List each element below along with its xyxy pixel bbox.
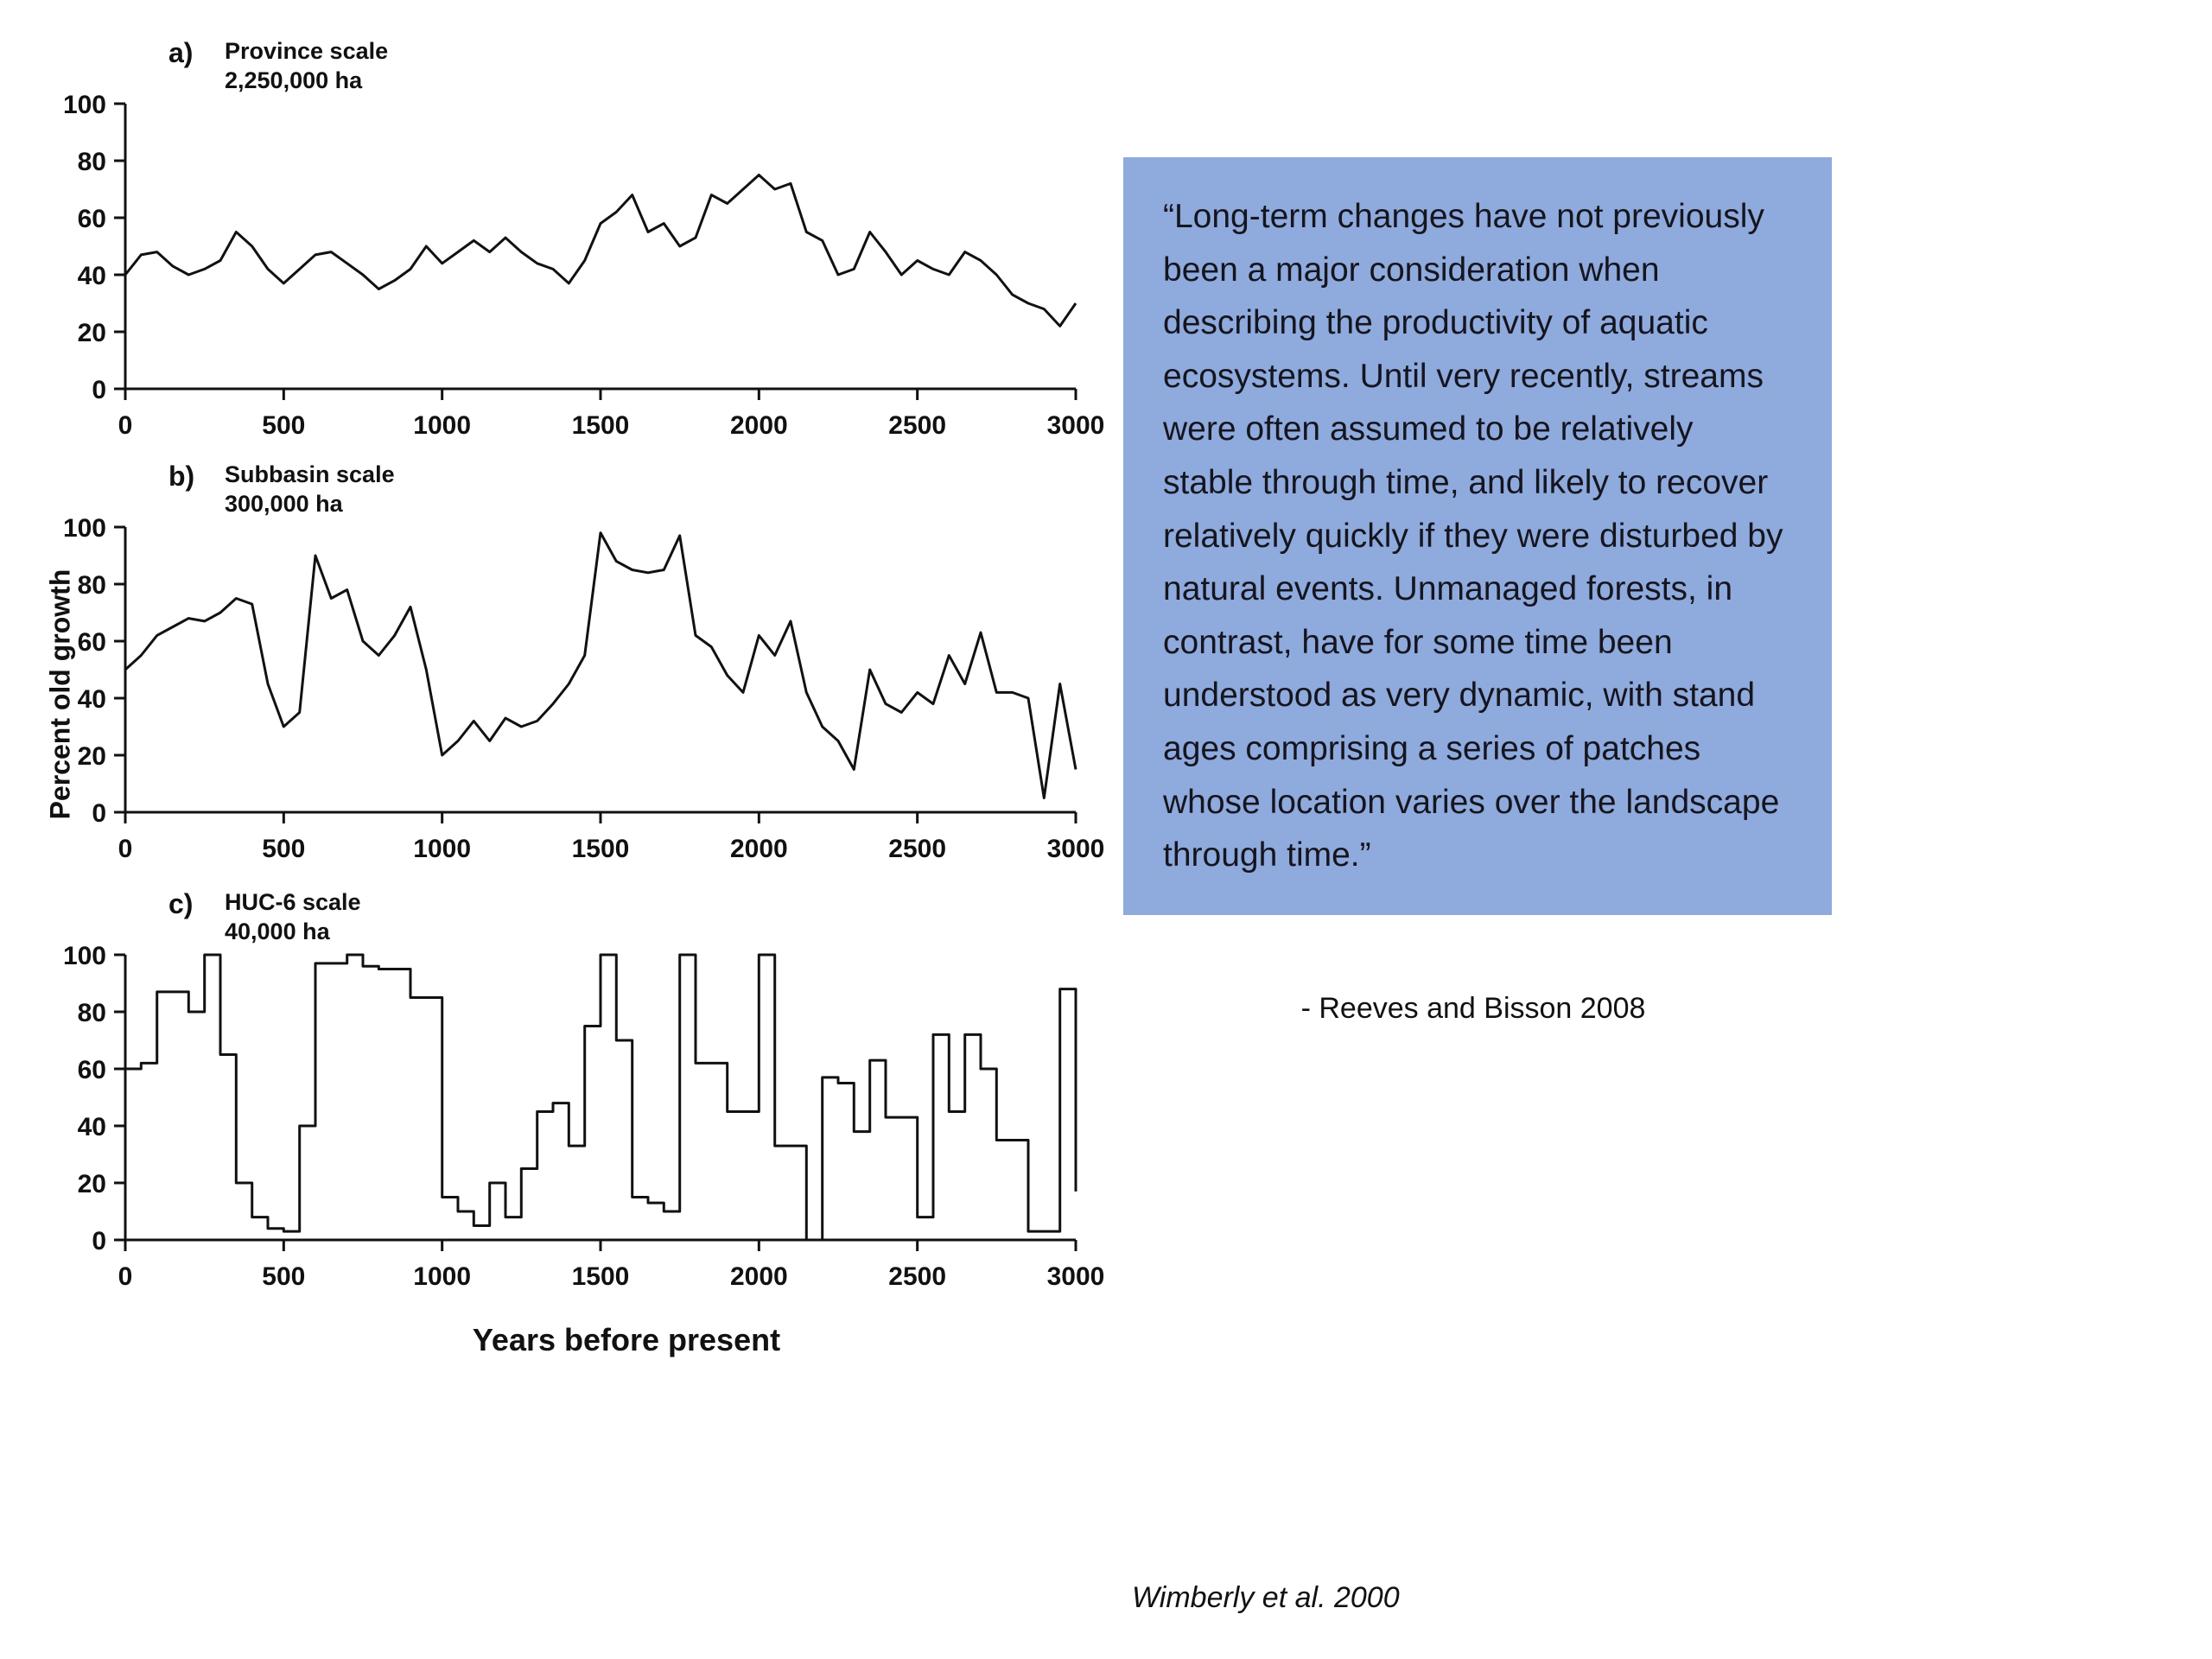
svg-text:2500: 2500 <box>888 411 947 440</box>
figure-citation: Wimberly et al. 2000 <box>1132 1581 1400 1614</box>
svg-text:300,000 ha: 300,000 ha <box>225 491 343 517</box>
svg-text:100: 100 <box>62 942 106 970</box>
x-axis-label: Years before present <box>472 1322 781 1357</box>
svg-text:c): c) <box>168 888 194 919</box>
svg-text:0: 0 <box>92 1227 106 1255</box>
svg-text:100: 100 <box>62 91 106 119</box>
svg-text:0: 0 <box>92 799 106 828</box>
svg-text:60: 60 <box>77 1056 106 1084</box>
svg-text:40: 40 <box>77 1113 106 1141</box>
quote-box <box>1123 157 1832 915</box>
svg-text:80: 80 <box>77 999 106 1027</box>
svg-text:3000: 3000 <box>1046 1262 1105 1291</box>
svg-text:3000: 3000 <box>1046 411 1105 440</box>
figure-panel <box>26 0 1132 1659</box>
svg-text:100: 100 <box>62 514 106 543</box>
svg-text:3000: 3000 <box>1046 835 1105 863</box>
svg-text:1000: 1000 <box>413 835 472 863</box>
svg-text:HUC-6 scale: HUC-6 scale <box>225 889 361 915</box>
y-axis-label: Percent old growth <box>44 569 76 820</box>
svg-text:2,250,000 ha: 2,250,000 ha <box>225 67 363 93</box>
svg-text:40,000 ha: 40,000 ha <box>225 918 330 944</box>
svg-text:40: 40 <box>77 685 106 714</box>
svg-text:2000: 2000 <box>729 411 788 440</box>
svg-text:20: 20 <box>77 742 106 771</box>
chart-a-province-scale <box>26 26 1106 458</box>
svg-text:1000: 1000 <box>413 1262 472 1291</box>
svg-text:a): a) <box>168 37 194 68</box>
svg-text:0: 0 <box>118 1262 133 1291</box>
svg-text:0: 0 <box>118 835 133 863</box>
svg-text:0: 0 <box>92 376 106 404</box>
svg-text:0: 0 <box>118 411 133 440</box>
svg-text:80: 80 <box>77 571 106 600</box>
svg-text:1000: 1000 <box>413 411 472 440</box>
svg-text:20: 20 <box>77 1170 106 1198</box>
quote-attribution: - Reeves and Bisson 2008 <box>1300 992 1646 1025</box>
svg-text:2500: 2500 <box>888 835 947 863</box>
svg-text:b): b) <box>168 461 195 492</box>
svg-text:500: 500 <box>262 1262 306 1291</box>
svg-text:Province scale: Province scale <box>225 38 389 64</box>
svg-text:2500: 2500 <box>888 1262 947 1291</box>
svg-text:1500: 1500 <box>571 411 630 440</box>
chart-b-subbasin-scale <box>26 449 1106 881</box>
svg-text:2000: 2000 <box>729 1262 788 1291</box>
svg-text:60: 60 <box>77 205 106 233</box>
svg-text:40: 40 <box>77 262 106 290</box>
chart-c-huc6-scale <box>26 877 1106 1309</box>
svg-text:20: 20 <box>77 319 106 347</box>
svg-text:500: 500 <box>262 411 306 440</box>
svg-text:500: 500 <box>262 835 306 863</box>
svg-text:1500: 1500 <box>571 1262 630 1291</box>
svg-text:1500: 1500 <box>571 835 630 863</box>
svg-text:2000: 2000 <box>729 835 788 863</box>
svg-text:80: 80 <box>77 148 106 176</box>
svg-text:60: 60 <box>77 628 106 657</box>
quote-text: “Long-term changes have not previously been a major consideration when describing the productivity of aquatic ecosystems. Until very recently, streams were often assumed to be relatively stable through time, and likely to recover relatively quickly if they were disturbed by natural events. Unmanaged forests, in contrast, have for some time been understood as very dynamic, with stand ages comprising a series of patches whose location varies over the landscape through time.” <box>1163 198 1783 874</box>
svg-text:Subbasin scale: Subbasin scale <box>225 461 395 487</box>
